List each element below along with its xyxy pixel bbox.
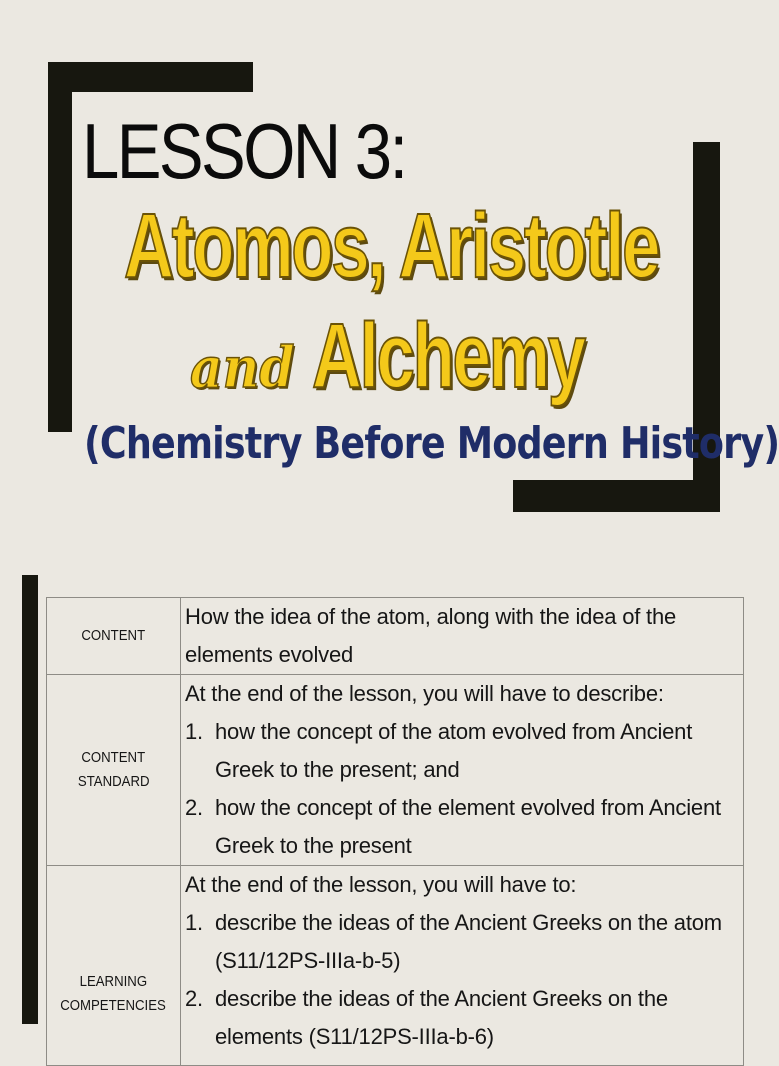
list-item-text: how the concept of the element evolved from Ancient	[215, 795, 721, 820]
table-row	[47, 598, 744, 675]
title-connector: and	[190, 335, 295, 401]
content-text-line: How the idea of the atom, along with the idea of the	[185, 604, 677, 629]
row-label-cell	[47, 675, 181, 866]
content-intro: At the end of the lesson, you will have to describe:	[185, 681, 664, 706]
list-item	[185, 904, 737, 942]
row-label-line: STANDARD	[77, 773, 150, 790]
list-number: 2.	[185, 795, 203, 820]
row-label: CONTENT	[81, 627, 146, 644]
list-item-continuation: Greek to the present	[215, 833, 412, 858]
corner-bracket-top-left-bar	[48, 62, 253, 92]
subtitle: (Chemistry Before Modern History)	[84, 418, 779, 469]
row-label-cell	[47, 866, 181, 1066]
list-item-text: describe the ideas of the Ancient Greeks on the	[215, 986, 668, 1011]
list-item	[185, 789, 737, 827]
lesson-overview-table	[46, 597, 744, 1066]
list-item-continuation: (S11/12PS-IIIa-b-5)	[215, 948, 401, 973]
row-label-line: COMPETENCIES	[60, 997, 167, 1014]
title-line-2: Alchemy	[312, 305, 584, 407]
row-content-cell	[181, 866, 744, 1066]
list-item-text: how the concept of the atom evolved from Ancient	[215, 719, 693, 744]
list-item	[185, 713, 737, 751]
list-number: 2.	[185, 986, 203, 1011]
row-label-line: CONTENT	[81, 749, 146, 766]
list-number: 1.	[185, 910, 203, 935]
lesson-overview-slide	[0, 575, 768, 1049]
table-row	[47, 675, 744, 866]
corner-bracket-bottom-right-bar	[513, 480, 720, 512]
title-line-1: Atomos, Aristotle	[124, 195, 659, 297]
lesson-number-heading: LESSON 3:	[82, 107, 406, 195]
slide-accent-bar	[22, 575, 38, 1024]
row-content-cell	[181, 598, 744, 675]
list-item-continuation: elements (S11/12PS-IIIa-b-6)	[215, 1024, 494, 1049]
list-number: 1.	[185, 719, 203, 744]
row-content-cell	[181, 675, 744, 866]
row-label-cell	[47, 598, 181, 675]
list-item-continuation: Greek to the present; and	[215, 757, 460, 782]
table-row	[47, 866, 744, 1066]
content-text-line: elements evolved	[185, 642, 354, 667]
row-label-line: LEARNING	[79, 973, 148, 990]
corner-bracket-top-left	[48, 62, 72, 432]
content-intro: At the end of the lesson, you will have to:	[185, 872, 577, 897]
list-item	[185, 980, 737, 1018]
list-item-text: describe the ideas of the Ancient Greeks on the atom	[215, 910, 722, 935]
